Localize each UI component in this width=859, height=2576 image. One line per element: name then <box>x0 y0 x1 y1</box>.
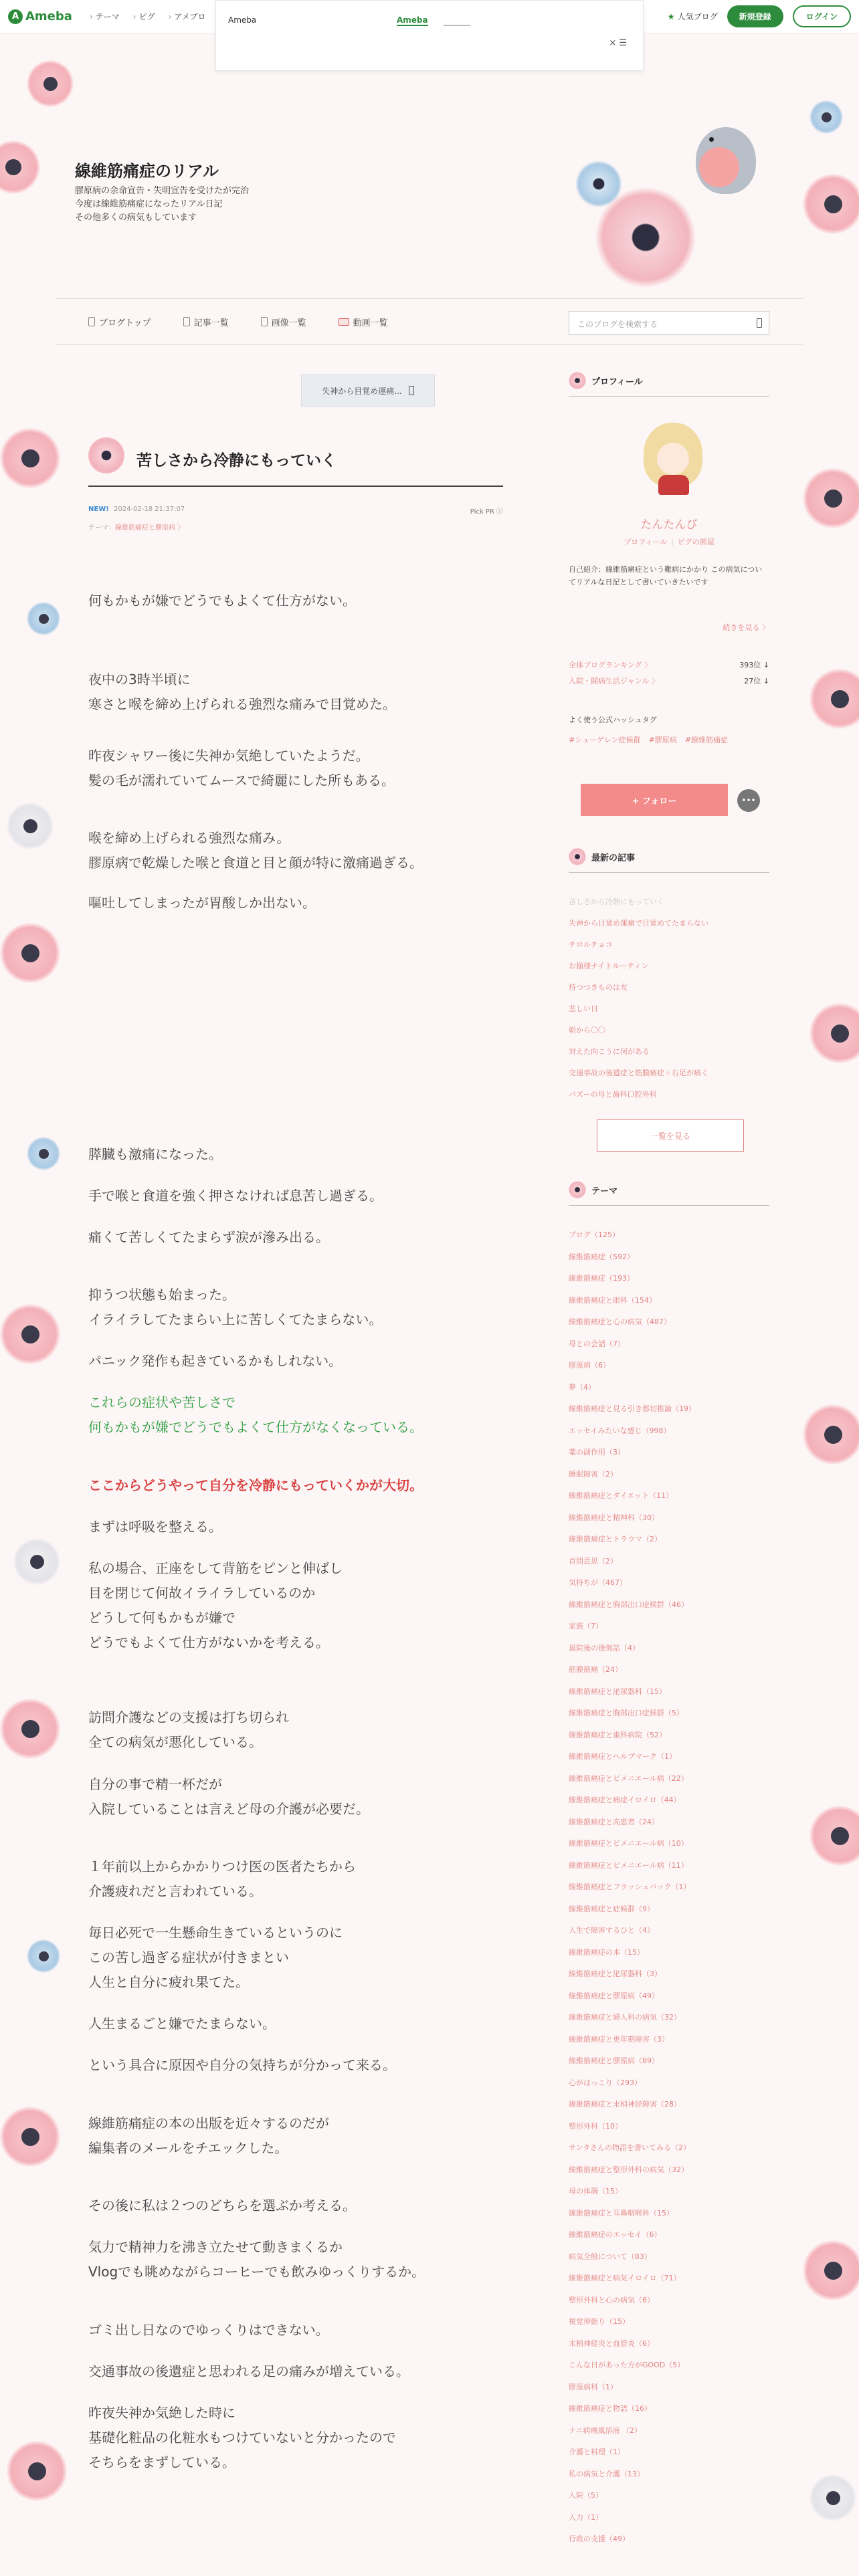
body-line: 毎日必死で一生懸命生きているというのに <box>88 1925 343 1941</box>
nav-label: 画像一覧 <box>271 318 306 328</box>
blog-title[interactable]: 線維筋痛症のリアル <box>75 162 219 181</box>
body-line: この苦し過ぎる症状が付きまとい <box>88 1949 289 1965</box>
overlay-banner <box>215 0 644 71</box>
theme-link[interactable]: 線維筋痛症と症候群（9） <box>569 1904 654 1913</box>
recent-entry-link[interactable]: 持つつきものは友 <box>569 983 628 992</box>
theme-link[interactable]: ナニ病痛風溶液 （2） <box>569 2426 642 2435</box>
theme-link[interactable]: 線維筋痛症と整形外科の病気（32） <box>569 2165 688 2174</box>
theme-link[interactable]: 線維筋痛症と歯科病院（52） <box>569 1730 666 1739</box>
theme-link[interactable]: 線維筋痛症と胸部出口症候群（5） <box>569 1709 684 1717</box>
theme-link[interactable]: 線維筋痛症と見る引き都切推論（19） <box>569 1404 696 1413</box>
body-line: 線維筋痛症の本の出版を近々するのだが <box>88 2115 329 2131</box>
image-icon <box>261 317 268 326</box>
theme-link[interactable]: 母との会話（7） <box>569 1339 625 1348</box>
divider <box>569 1205 769 1206</box>
entry-date: 2024-02-18 21:37:07 <box>113 506 185 513</box>
theme-link[interactable]: 線維筋痛症と更年期障害（3） <box>569 2034 669 2044</box>
read-more-link[interactable]: 続きを見る 〉 <box>723 623 769 632</box>
theme-link[interactable]: 気持ちが（467） <box>569 1578 627 1587</box>
theme-link[interactable]: 線維筋痛症と末梢神経障害（28） <box>569 2100 681 2109</box>
body-line: 喉を締め上げられる強烈な痛み。 <box>88 830 290 846</box>
body-line: まずは呼吸を整える。 <box>88 1519 222 1535</box>
theme-link[interactable]: 入生で障害するひと（4） <box>569 1926 654 1935</box>
theme-heading-label: テーマ <box>591 1186 618 1196</box>
theme-link[interactable]: 線維筋痛症とトラウマ（2） <box>569 1535 662 1543</box>
body-line: ゴミ出し日なのでゆっくりはできない。 <box>88 2322 329 2338</box>
theme-link[interactable]: 入力（1） <box>569 2512 603 2522</box>
blog-header <box>0 33 859 296</box>
hashtag-link[interactable]: #線維筋痛症 <box>684 736 728 744</box>
theme-link[interactable]: 介護と料理（1） <box>569 2448 625 2456</box>
overlay-divider <box>444 25 470 26</box>
recent-entry-link[interactable]: 悲しい日 <box>569 1004 598 1013</box>
body-line: 昨夜シャワー後に失神か気絶していたようだ。 <box>88 748 369 764</box>
blog-desc-line: 膠原病の余命宣告・失明宣告を受けたが完治 <box>75 186 250 196</box>
chevron-right-icon <box>409 386 414 395</box>
theme-heading <box>569 1181 617 1198</box>
overlay-link[interactable]: Ameba <box>397 15 428 25</box>
body-line: 夜中の3時半頃に <box>88 671 191 687</box>
avatar[interactable] <box>641 423 708 496</box>
entry-meta <box>88 506 503 516</box>
signup-button[interactable]: 新規登録 <box>727 5 783 27</box>
theme-link[interactable]: 線維筋痛症とヘルプマーク（1） <box>569 1752 676 1761</box>
hashtag-link[interactable]: #シューゲレン症候群 <box>569 736 641 744</box>
ranking-row[interactable] <box>569 659 769 670</box>
new-badge: NEW! <box>88 506 109 513</box>
separator: | <box>671 538 674 546</box>
nav-entry-list[interactable] <box>183 316 229 328</box>
body-line-highlight: これらの症状や苦しさで <box>88 1394 235 1410</box>
entry-theme <box>88 522 184 532</box>
theme-link[interactable]: 私の病気と介護（13） <box>569 2469 644 2478</box>
login-button[interactable]: ログイン <box>793 5 851 27</box>
more-options-icon[interactable]: ••• <box>737 789 760 812</box>
theme-link[interactable]: 線維筋痛症と婦人科の病気（32） <box>569 2013 681 2022</box>
flower-icon <box>88 437 124 473</box>
hashtag-link[interactable]: #膠原病 <box>648 736 677 744</box>
theme-link[interactable]: 母の体調（15） <box>569 2187 622 2195</box>
profile-name[interactable]: たんたんび <box>640 518 698 532</box>
body-line: 嘔吐してしまったが胃酸しか出ない。 <box>88 895 316 911</box>
ameba-logo[interactable] <box>8 9 72 24</box>
flower-icon <box>569 372 586 389</box>
header-illustration <box>575 94 776 274</box>
pig-room-link[interactable]: ピグの部屋 <box>677 538 714 546</box>
recent-entry-link[interactable]: チロルチョコ <box>569 940 613 949</box>
blog-search-input[interactable] <box>569 311 769 335</box>
body-line: 人生と自分に疲れ果てた。 <box>88 1974 249 1990</box>
theme-link[interactable]: 線維筋痛症と膠原病（89） <box>569 2056 659 2065</box>
nav-video-list[interactable] <box>339 316 388 328</box>
theme-link[interactable]: 線維筋痛症と物語（16） <box>569 2404 652 2413</box>
follow-button[interactable]: + フォロー <box>581 784 728 816</box>
theme-link[interactable]: サンタさんの物語を書いてみる（2） <box>569 2143 691 2152</box>
body-line: 抑うつ状態も始まった。 <box>88 1287 235 1303</box>
theme-link[interactable]: 線維筋痛症の本（15） <box>569 1947 644 1957</box>
body-line: 痛くて苦しくてたまらず涙が滲み出る。 <box>88 1229 329 1245</box>
nav-label: 動画一覧 <box>353 318 388 328</box>
theme-link[interactable]: 線維筋痛症と精神科（30） <box>569 1513 659 1522</box>
recent-entry-link[interactable]: 失神から目覚め運痛で目覚めてたまらない <box>569 919 708 928</box>
theme-link[interactable]: 夢（4） <box>569 1382 595 1392</box>
nav-image-list[interactable] <box>261 316 306 328</box>
body-line: 膵臓も激痛になった。 <box>88 1146 222 1162</box>
nav-blog-top[interactable] <box>88 316 151 328</box>
nav-pig-link[interactable]: › ピグ <box>133 11 155 22</box>
popular-blog-link[interactable] <box>668 11 718 22</box>
body-line-highlight: 何もかもが嫌でどうでもよくて仕方がなくなっている。 <box>88 1419 423 1435</box>
body-line: パニック発作も起きているかもしれない。 <box>88 1353 343 1369</box>
theme-link[interactable]: 線維筋痛症のエッセイ（6） <box>569 2230 662 2239</box>
title-divider <box>88 486 503 487</box>
popular-blog-label: 人気ブログ <box>677 12 718 21</box>
theme-link[interactable]: 線維筋痛症と耳鼻咽喉科（15） <box>569 2208 674 2218</box>
theme-link[interactable]: 線維筋痛症と膠原病 〉 <box>115 524 185 532</box>
overlay-close-icon[interactable]: × ☰ <box>609 38 627 48</box>
video-icon <box>339 318 349 326</box>
theme-link[interactable]: エッセイみたいな感じ（998） <box>569 1426 671 1435</box>
body-line: 何もかもが嫌でどうでもよくて仕方がない。 <box>88 593 356 609</box>
theme-link[interactable]: 線維筋痛症とフラッシュバック（1） <box>569 1883 691 1891</box>
profile-heading <box>569 372 643 389</box>
profile-heading-label: プロフィール <box>591 377 643 387</box>
theme-link[interactable]: 線維筋痛症と胸部出口症候群（46） <box>569 1600 688 1609</box>
theme-link[interactable]: 睡眠障害（2） <box>569 1469 617 1479</box>
theme-link[interactable]: 入院（5） <box>569 2491 603 2500</box>
theme-link[interactable]: 線維筋痛症と膠原病（49） <box>569 1991 659 2000</box>
ranking-value: 27位 ↓ <box>744 677 769 685</box>
theme-link[interactable]: 線維筋痛症と心の病気（487） <box>569 1317 671 1326</box>
ranking-row[interactable] <box>569 675 769 686</box>
theme-link[interactable]: 整形外科（10） <box>569 2121 622 2131</box>
profile-intro: 自己紹介：線維筋痛症という難病にかかり この病気についてリアルな日記として書いていきたいです <box>569 565 763 586</box>
theme-link[interactable]: 膠原病科（1） <box>569 2382 617 2391</box>
list-icon <box>183 317 190 326</box>
body-line: 気力で精神力を沸き立たせて動きまくるか <box>88 2239 343 2255</box>
recent-entry-link[interactable]: 朝から〇〇 <box>569 1026 605 1035</box>
blog-nav <box>56 298 803 345</box>
global-nav <box>90 11 206 22</box>
body-line: という具合に原因や自分の気持ちが分かって来る。 <box>88 2057 396 2073</box>
recent-entry-link[interactable]: 交通事故の後遺症と筋膜痛症＋右足が痛く <box>569 1069 708 1077</box>
body-line: 私の場合、正座をして背筋をピンと伸ばし <box>88 1560 343 1576</box>
theme-link[interactable]: こんな日があった方がGOOD（5） <box>569 2361 685 2369</box>
theme-link[interactable]: 視覚伸縮り（15） <box>569 2317 630 2326</box>
pick-pr-label[interactable]: Pick PR ⓘ <box>470 508 503 516</box>
theme-link[interactable]: 線維筋痛症とビメニエール病（11） <box>569 1860 688 1870</box>
body-line: 自分の事で精一杯だが <box>88 1776 222 1792</box>
theme-link[interactable]: 線維筋痛症とビメニエール病（22） <box>569 1774 688 1783</box>
previous-entry-button[interactable] <box>301 374 435 407</box>
theme-link[interactable]: 家族（7） <box>569 1622 603 1630</box>
body-line-emphasis: ここからどうやって自分を冷静にもっていくかが大切。 <box>88 1477 423 1493</box>
logo-text: Ameba <box>25 9 72 23</box>
body-line: 昨夜失神か気絶した時に <box>88 2405 235 2421</box>
recent-heading <box>569 848 635 865</box>
theme-link[interactable]: 行政の支援（49） <box>569 2535 630 2543</box>
ranking-value: 393位 ↓ <box>739 661 769 669</box>
body-line: 目を閉じて何故イライラしているのか <box>88 1585 316 1601</box>
blog-desc-line: その他多くの病気もしています <box>75 213 197 223</box>
theme-link[interactable]: 薬の副作用（3） <box>569 1448 625 1457</box>
body-line: 手で喉と食道を強く押さなければ息苦し過ぎる。 <box>88 1188 383 1204</box>
body-line: 人生まるごと嫌でたまらない。 <box>88 2016 276 2032</box>
body-line: 入院していることは言えど母の介護が必要だ。 <box>88 1801 369 1817</box>
flower-icon <box>595 187 696 288</box>
recent-entry-link[interactable]: お揃様ナイトルーティン <box>569 962 649 970</box>
body-line: 全ての病気が悪化している。 <box>88 1734 262 1750</box>
theme-link[interactable]: 病気全般について（83） <box>569 2252 652 2261</box>
document-icon <box>88 317 95 326</box>
bird-illustration <box>682 107 763 207</box>
recent-entry-link[interactable]: パズーの母と歯科口腔外科 <box>569 1090 657 1099</box>
recent-entry-link[interactable]: 対えた向こうに何がある <box>569 1047 650 1056</box>
theme-link[interactable]: 線維筋痛症と眼科（154） <box>569 1295 656 1305</box>
flower-icon <box>569 848 586 865</box>
theme-link[interactable]: 末梢神経炎と血管炎（6） <box>569 2339 654 2348</box>
ameba-logo-icon: A <box>8 9 23 24</box>
recent-entry-link[interactable]: 苦しさから冷静にもっていく <box>569 897 664 906</box>
entry-title[interactable]: 苦しさから冷静にもっていく <box>136 452 337 469</box>
body-line: 髪の毛が濡れていてムースで綺麗にした所もある。 <box>88 772 395 788</box>
theme-link[interactable]: 線維筋痛症と病気イロイロ（71） <box>569 2274 681 2282</box>
body-line: 基礎化粧品の化粧水もつけていないと分かったので <box>88 2430 396 2446</box>
overlay-label: Ameba <box>228 15 257 25</box>
theme-link[interactable]: 線維筋痛症とダイエット（11） <box>569 1491 674 1500</box>
nav-label: 記事一覧 <box>193 318 229 328</box>
theme-link[interactable]: 整形外科と心の病気（6） <box>569 2295 654 2304</box>
body-line: どうでもよくて仕方がないかを考える。 <box>88 1634 329 1650</box>
flower-icon <box>569 1181 586 1198</box>
theme-link[interactable]: 線維筋痛症と泌尿器科（15） <box>569 1687 666 1696</box>
body-line: その後に私は２つのどちらを選ぶか考える。 <box>88 2197 356 2214</box>
theme-link[interactable]: 線維筋痛症（592） <box>569 1252 634 1261</box>
body-line: 寒さと喉を締め上げられる強烈な痛みで目覚めた。 <box>88 696 396 712</box>
theme-link[interactable]: 心がほっこり（293） <box>569 2078 642 2087</box>
theme-link[interactable]: 退院後の後悔話（4） <box>569 1643 640 1652</box>
profile-link[interactable]: プロフィール <box>624 538 668 546</box>
ranking-label: 入院・闘病生活ジャンル 〉 <box>569 677 660 685</box>
body-line: 膠原病で乾燥した喉と食道と目と顔が特に激痛過ぎる。 <box>88 855 423 871</box>
body-line: イライラしてたまらい上に苦しくてたまらない。 <box>88 1311 383 1327</box>
body-line: そちらをまずしている。 <box>88 2454 235 2470</box>
blog-desc-line: 今度は線維筋痛症になったリアル日記 <box>75 199 223 209</box>
body-line: どうして何もかもが嫌で <box>88 1610 235 1626</box>
body-line: 編集者のメールをチエックした。 <box>88 2140 288 2156</box>
theme-link[interactable]: 首間意思（2） <box>569 1556 617 1566</box>
theme-link[interactable]: 線維筋痛症と泌尿器科（3） <box>569 1969 662 1978</box>
profile-links <box>569 536 769 547</box>
theme-link[interactable]: 線維筋痛症と痛症イロイロ（44） <box>569 1796 681 1804</box>
hashtag-heading: よく使う公式ハッシュタグ <box>569 716 657 724</box>
body-line: １年前以上からかかりつけ医の医者たちから <box>88 1858 356 1874</box>
body-line: 介護疲れだと言われている。 <box>88 1883 262 1899</box>
theme-link[interactable]: 線維筋痛症（193） <box>569 1274 634 1283</box>
theme-label: テーマ： <box>88 524 115 532</box>
view-all-button[interactable]: 一覧を見る <box>597 1119 744 1152</box>
body-line: Vlogでも眺めながらコーヒーでも飲みゆっくりするか。 <box>88 2264 425 2280</box>
theme-link[interactable]: 筋膜筋痛（24） <box>569 1665 622 1674</box>
theme-link[interactable]: 線維筋痛症と高恵者（24） <box>569 1817 659 1826</box>
divider <box>569 872 769 873</box>
nav-theme-link[interactable]: › テーマ <box>90 11 120 22</box>
theme-link[interactable]: 膠原病（6） <box>569 1361 610 1370</box>
divider <box>569 396 769 397</box>
search-icon[interactable] <box>757 318 762 328</box>
search-placeholder: このブログを検索する <box>577 320 658 329</box>
blog-description <box>75 185 249 225</box>
hashtag-list <box>569 734 728 745</box>
nav-ameblo-link[interactable]: › アメブロ <box>169 11 206 22</box>
body-line: 訪問介護などの支援は打ち切られ <box>88 1709 289 1725</box>
ranking-label: 全体ブログランキング 〉 <box>569 661 652 669</box>
nav-label: ブログトップ <box>99 318 151 328</box>
recent-heading-label: 最新の記事 <box>591 853 636 863</box>
previous-entry-label: 失神から目覚め運痛... <box>322 386 402 396</box>
theme-link[interactable]: ブログ（125） <box>569 1230 619 1239</box>
crown-icon: ★ <box>667 11 675 21</box>
theme-link[interactable]: 線維筋痛症とビメニエール病（10） <box>569 1839 688 1848</box>
body-line: 交通事故の後遺症と思われる足の痛みが増えている。 <box>88 2363 409 2379</box>
